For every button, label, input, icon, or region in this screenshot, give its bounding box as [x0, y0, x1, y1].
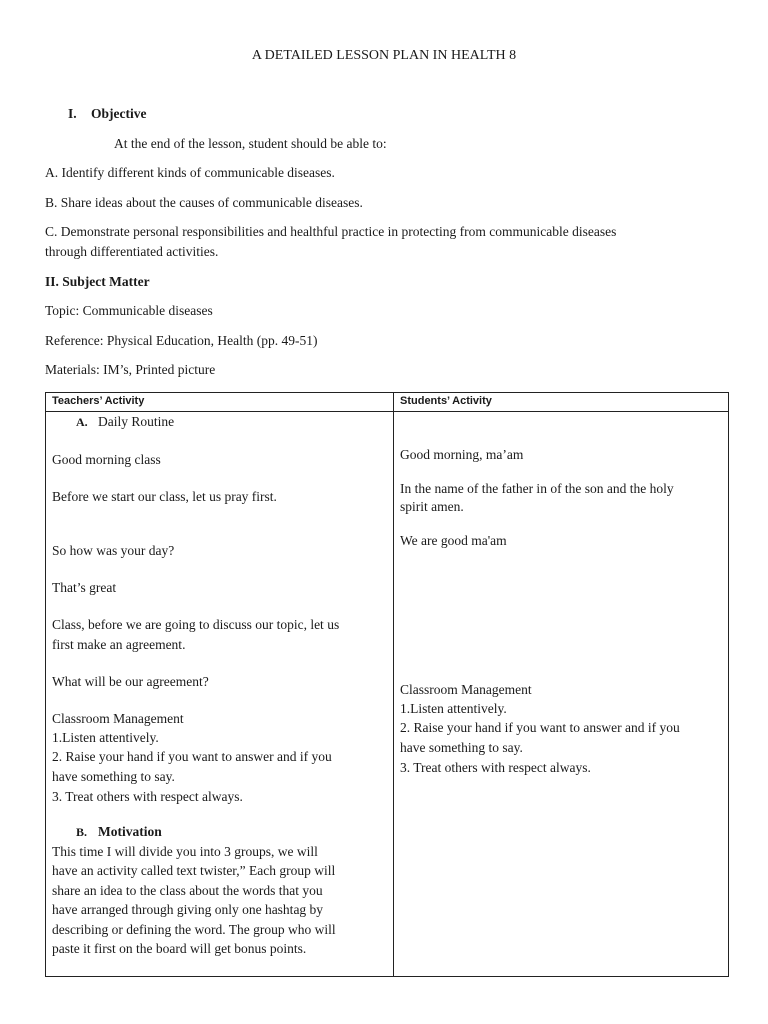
teacher-agreement-line2: first make an agreement. — [52, 637, 186, 652]
routine-letter: A. — [76, 415, 88, 429]
subject-reference: Reference: Physical Education, Health (pp. 49-51) — [45, 333, 318, 348]
teacher-agreement-question: What will be our agreement? — [52, 674, 209, 689]
subject-topic: Topic: Communicable diseases — [45, 303, 213, 318]
activity-table — [45, 392, 729, 977]
student-cm-item-2-cont: have something to say. — [400, 740, 523, 755]
objective-item-b: B. Share ideas about the causes of communicable diseases. — [45, 195, 363, 210]
students-activity-header: Students’ Activity — [394, 393, 729, 412]
motivation-line-3: share an idea to the class about the words that you — [52, 883, 323, 898]
table-row — [46, 412, 729, 977]
objective-item-c-cont: through differentiated activities. — [45, 244, 219, 259]
student-cm-item-2: 2. Raise your hand if you want to answer and if you — [400, 720, 680, 735]
teacher-cm-item-3: 3. Treat others with respect always. — [52, 789, 243, 804]
teacher-greeting: Good morning class — [52, 452, 161, 467]
teacher-cm-item-1: 1.Listen attentively. — [52, 730, 159, 745]
student-cm-item-3: 3. Treat others with respect always. — [400, 760, 591, 775]
table-header-row — [46, 393, 729, 412]
motivation-line-5: describing or defining the word. The group who will — [52, 922, 336, 937]
motivation-line-2: have an activity called text twister,” Each group will — [52, 863, 336, 878]
teachers-activity-header: Teachers’ Activity — [46, 393, 394, 412]
motivation-line-1: This time I will divide you into 3 groups, we will — [52, 844, 318, 859]
motivation-line-4: have arranged through giving only one hashtag by — [52, 902, 324, 917]
objective-heading-number: I. — [68, 106, 77, 121]
teachers-activity-cell — [46, 412, 394, 977]
student-good: We are good ma'am — [400, 533, 507, 548]
teacher-day-question: So how was your day? — [52, 543, 175, 558]
student-cm-heading: Classroom Management — [400, 682, 532, 697]
teacher-cm-item-2-cont: have something to say. — [52, 769, 175, 784]
teacher-cm-item-2: 2. Raise your hand if you want to answer and if you — [52, 749, 332, 764]
teacher-pray: Before we start our class, let us pray first. — [52, 489, 277, 504]
teacher-cm-heading: Classroom Management — [52, 711, 184, 726]
teacher-agreement-line1: Class, before we are going to discuss our topic, let us — [52, 617, 340, 632]
objective-item-a: A. Identify different kinds of communicable diseases. — [45, 165, 335, 180]
student-pray-line1: In the name of the father in of the son and the holy — [400, 481, 674, 496]
students-activity-cell — [394, 412, 729, 977]
routine-heading: Daily Routine — [98, 414, 175, 429]
objective-intro: At the end of the lesson, student should be able to: — [114, 136, 387, 151]
subject-matter-heading: II. Subject Matter — [45, 274, 150, 289]
motivation-heading: Motivation — [98, 824, 162, 839]
objective-item-c: C. Demonstrate personal responsibilities and healthful practice in protecting from communicable diseases — [45, 224, 617, 239]
objective-heading: Objective — [91, 106, 147, 121]
page-title: A DETAILED LESSON PLAN IN HEALTH 8 — [251, 48, 517, 63]
motivation-line-6: paste it first on the board will get bonus points. — [52, 941, 307, 956]
subject-materials: Materials: IM’s, Printed picture — [45, 362, 216, 377]
motivation-letter: B. — [76, 825, 88, 839]
student-greeting: Good morning, ma’am — [400, 447, 524, 462]
student-cm-item-1: 1.Listen attentively. — [400, 701, 507, 716]
student-pray-line2: spirit amen. — [400, 499, 464, 514]
teacher-great: That’s great — [52, 580, 117, 595]
